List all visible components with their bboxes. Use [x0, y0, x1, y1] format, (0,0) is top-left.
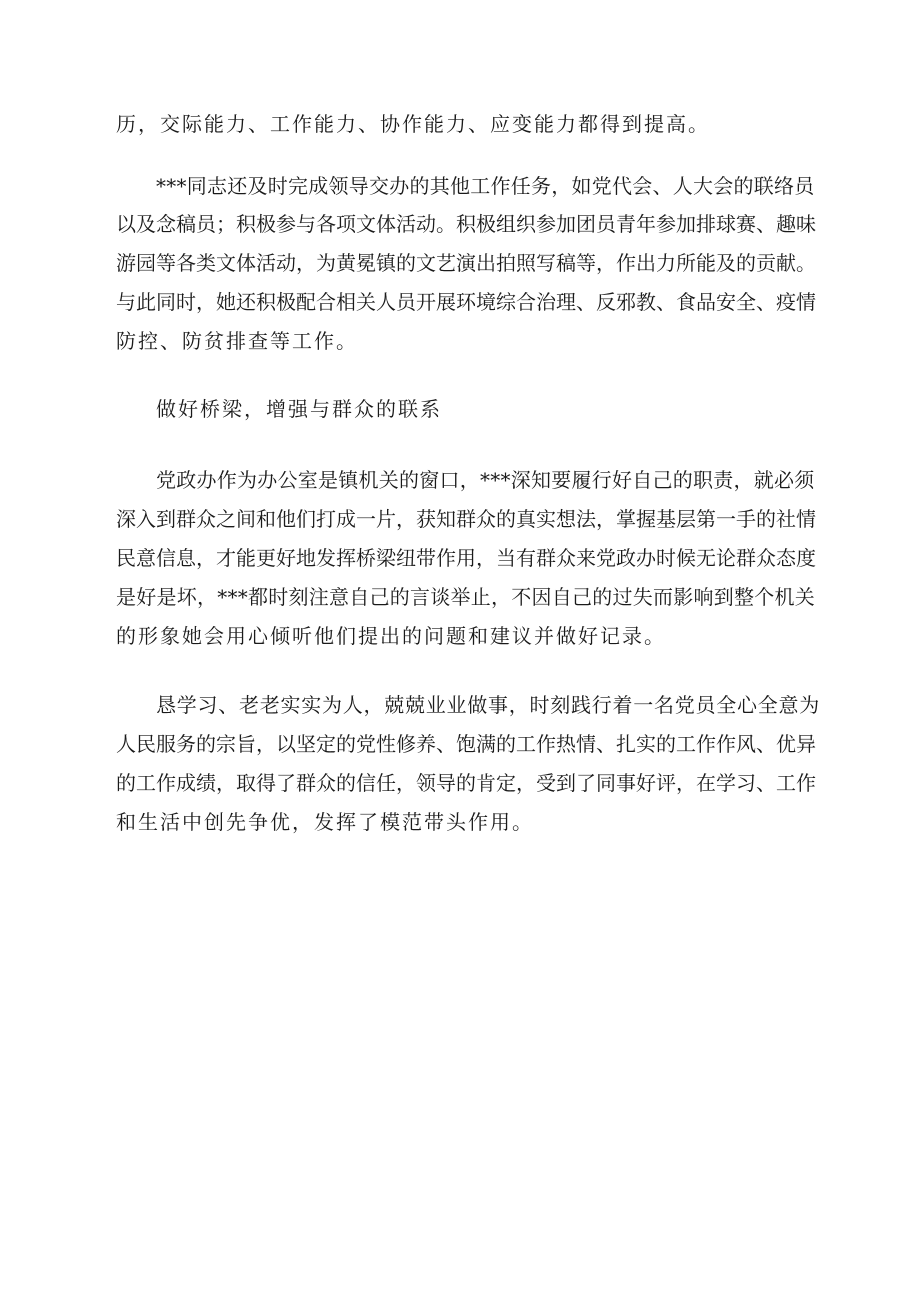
paragraph-line: 的工作成绩，取得了群众的信任，领导的肯定，受到了同事好评，在学习、工作	[116, 771, 816, 795]
paragraph-line: 人民服务的宗旨，以坚定的党性修养、饱满的工作热情、扎实的工作作风、优异	[116, 732, 816, 756]
section-heading: 做好桥梁，增强与群众的联系	[156, 397, 442, 421]
paragraph-line: 与此同时，她还积极配合相关人员开展环境综合治理、反邪教、食品安全、疫情	[116, 290, 816, 314]
paragraph-line: 历，交际能力、工作能力、协作能力、应变能力都得到提高。	[116, 112, 710, 136]
paragraph-line: 和生活中创先争优，发挥了模范带头作用。	[116, 810, 534, 834]
paragraph-line: 恳学习、老老实实为人，兢兢业业做事，时刻践行着一名党员全心全意为	[156, 693, 820, 717]
paragraph-line: 深入到群众之间和他们打成一片，获知群众的真实想法，掌握基层第一手的社情	[116, 507, 816, 531]
paragraph-line: ***同志还及时完成领导交办的其他工作任务，如党代会、人大会的联络员	[156, 174, 815, 198]
paragraph-line: 以及念稿员；积极参与各项文体活动。积极组织参加团员青年参加排球赛、趣味	[116, 212, 816, 236]
paragraph-line: 游园等各类文体活动，为黄冕镇的文艺演出拍照写稿等，作出力所能及的贡献。	[116, 251, 816, 275]
paragraph-line: 防控、防贫排查等工作。	[116, 329, 358, 353]
paragraph-line: 民意信息，才能更好地发挥桥梁纽带作用，当有群众来党政办时候无论群众态度	[116, 546, 816, 570]
paragraph-line: 是好是坏，***都时刻注意自己的言谈举止，不因自己的过失而影响到整个机关	[116, 585, 815, 609]
paragraph-line: 的形象她会用心倾听他们提出的问题和建议并做好记录。	[116, 624, 666, 648]
paragraph-line: 党政办作为办公室是镇机关的窗口，***深知要履行好自己的职责，就必须	[156, 468, 815, 492]
